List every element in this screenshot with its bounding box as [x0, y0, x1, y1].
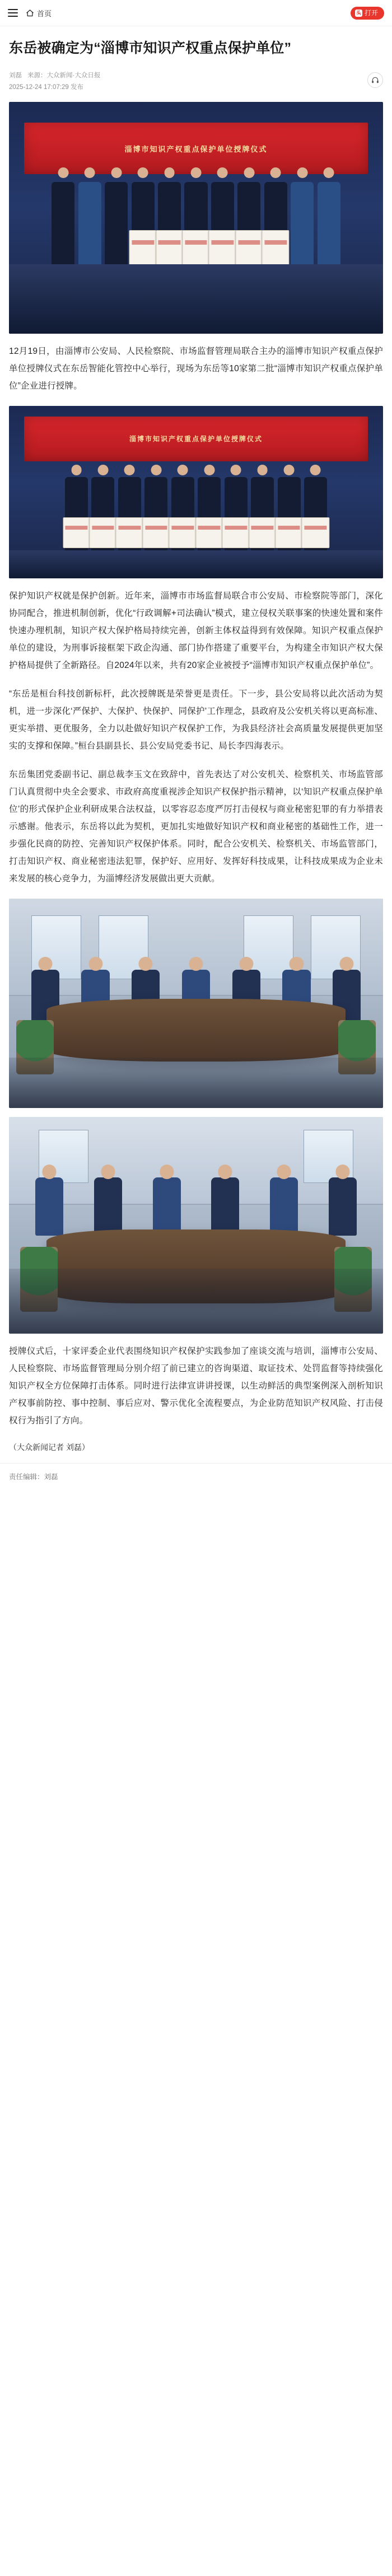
top-navigation-bar	[0, 0, 392, 26]
person-figure	[304, 477, 327, 554]
attendee-figure	[35, 1177, 63, 1235]
training-scene	[9, 1117, 383, 1334]
attendee-figure	[153, 1177, 181, 1235]
conference-table	[46, 999, 346, 1062]
person-figure	[78, 182, 101, 274]
award-placard	[249, 517, 276, 548]
person-figure	[318, 182, 340, 274]
award-placard	[129, 230, 157, 266]
person-figure	[251, 477, 274, 554]
person-figure	[184, 182, 207, 274]
article-meta	[9, 70, 383, 95]
meta-text-group	[9, 70, 100, 95]
ceremony-people-row	[9, 167, 383, 274]
article-paragraph: 东岳集团党委副书记、副总裁李玉文在致辞中，首先表达了对公安机关、检察机关、市场监管部门认真贯彻中央全会要求、市政府高度重视涉企知识产权保护指示精神，以‘知识产权重点保护单位’的形式保护企业利研成果合法权益，以零容忍态度严厉打击侵权与商业秘密犯罪的有力举措表示感谢。他表示，东岳将以此为契机，更加扎实地做好知识产权和商业秘密的基础性工作，进一步强化民商的防控、完善知识产权保护体系。同时，配合公安机关、检察机关、市场监管部门，打击知识产权、商业秘密违法犯罪，保护好、应用好、发挥好科技成果，让科技成果成为企业未来发展的核心竞争力，为淄博经济发展做出更大贡献。	[9, 769, 383, 883]
seminar-room-photo[interactable]	[9, 899, 383, 1108]
article-source: 来源：大众新闻·大众日报	[27, 72, 101, 79]
meta-author-source	[9, 70, 100, 82]
award-placard	[156, 230, 183, 266]
home-label: 首页	[37, 9, 52, 18]
foreground-shadow	[9, 1058, 383, 1108]
award-placard	[182, 230, 209, 266]
headphones-icon[interactable]	[367, 72, 383, 88]
home-icon	[26, 9, 34, 17]
ceremony-scene	[9, 102, 383, 334]
stage-floor	[9, 550, 383, 578]
responsible-editor: 责任编辑：刘磊	[0, 1463, 392, 1495]
home-link[interactable]	[26, 8, 52, 18]
app-logo-icon: 头	[356, 10, 361, 16]
article-paragraph: “东岳是桓台科技创新标杆，此次授牌既是荣誉更是责任。下一步，县公安局将以此次活动为契机，进一步深化‘严保护、大保护、快保护、同保护’工作理念，县政府及公安机关将以更高标准、更实举措、更优服务，全力以赴做好知识产权保护工作，为我县经济社会高质量发展提供更加坚实的支撑和保障。”桓台县副县长、县公安局党委书记、局长李四海表示。	[9, 689, 383, 751]
person-figure	[158, 182, 181, 274]
ceremony-banner-text: 淄博市知识产权重点保护单位授牌仪式	[24, 123, 368, 174]
award-placard	[142, 517, 170, 548]
person-figure	[144, 477, 167, 554]
article-timestamp: 2025-12-24 17:07:29 发布	[9, 84, 83, 91]
person-figure	[171, 477, 194, 554]
article-paragraph: 12月19日，由淄博市公安局、人民检察院、市场监督管理局联合主办的淄博市知识产权重点保护单位授牌仪式在东岳智能化管控中心举行，现场为东岳等10家第二批“淄博市知识产权重点保护单位”企业进行授牌。	[9, 347, 383, 391]
award-placard	[222, 517, 250, 548]
article-source-note: （大众新闻记者 刘磊）	[9, 1443, 90, 1452]
award-placard	[235, 230, 263, 266]
article-paragraph: 保护知识产权就是保护创新。近年来，淄博市市场监督局联合市公安局、市检察院等部门，深化协同配合，推进机制创新，优化“行政调解+司法确认”模式，建立侵权关联事案的快速处置和案件快速办理机制，知识产权大保护格局持续完善，创新主体权益得到有效保障。知识产权重点保护单位的建设，为刑事诉接框架下政企沟通、部门协作搭建了重要平台，为构建全市知识产权大保护格局提供了全新路径。自2024年以来，共有20家企业被授予“淄博市知识产权重点保护单位”。	[9, 591, 383, 670]
seminar-scene	[9, 899, 383, 1108]
person-figure	[91, 477, 114, 554]
award-placard	[169, 517, 197, 548]
award-placard	[275, 517, 302, 548]
page-title: 东岳被确定为“淄博市知识产权重点保护单位”	[9, 40, 292, 56]
person-figure	[278, 477, 301, 554]
person-figure	[52, 182, 74, 274]
person-figure	[65, 477, 88, 554]
article-container	[0, 26, 392, 1453]
attendee-figure	[94, 1177, 122, 1235]
person-figure	[264, 182, 287, 274]
award-placard	[302, 517, 329, 548]
person-figure	[105, 182, 128, 274]
award-placard	[116, 517, 143, 548]
attendee-figure	[270, 1177, 298, 1235]
person-figure	[118, 477, 141, 554]
plaque-presentation-photo[interactable]	[9, 406, 383, 578]
plaque-banner-text: 淄博市知识产权重点保护单位授牌仪式	[24, 417, 368, 461]
training-room-photo[interactable]	[9, 1117, 383, 1334]
article-author: 刘磊	[9, 72, 22, 79]
person-figure	[291, 182, 314, 274]
attendee-figure	[329, 1177, 357, 1235]
award-placard	[262, 230, 290, 266]
hamburger-line	[8, 12, 18, 13]
ceremony-group-photo[interactable]	[9, 102, 383, 334]
foreground-shadow	[9, 1269, 383, 1334]
award-placard	[209, 230, 236, 266]
person-figure	[211, 182, 234, 274]
person-figure	[237, 182, 260, 274]
person-figure	[198, 477, 221, 554]
person-figure	[225, 477, 248, 554]
open-button-label: 打开	[364, 9, 378, 17]
award-placard	[63, 517, 90, 548]
hamburger-line	[8, 9, 18, 10]
stage-floor	[9, 264, 383, 334]
award-placard	[89, 517, 116, 548]
open-app-button[interactable]	[351, 7, 384, 20]
award-placard	[195, 517, 223, 548]
person-figure	[132, 182, 155, 274]
plaque-people-row	[9, 465, 383, 554]
attendee-figure	[211, 1177, 239, 1235]
topbar-left-group	[8, 8, 52, 18]
plaque-scene	[9, 406, 383, 578]
hamburger-line	[8, 16, 18, 17]
hamburger-menu-icon[interactable]	[8, 9, 18, 17]
article-paragraph: 授牌仪式后，十家评委企业代表围绕知识产权保护实践参加了座谈交流与培训，淄博市公安局、人民检察院、市场监督管理局分别介绍了前已建立的咨询渠道、取证技术、处罚监督等持续强化知识产权全方位保障打击体系。同时进行法律宣讲讲授课，以生动鲜活的典型案例深入剖析知识产权事前防控、事中控制、事后应对、警示优化全流程要点，为企业防范知识产权风险、打击侵权行为指引了方向。	[9, 1347, 383, 1426]
